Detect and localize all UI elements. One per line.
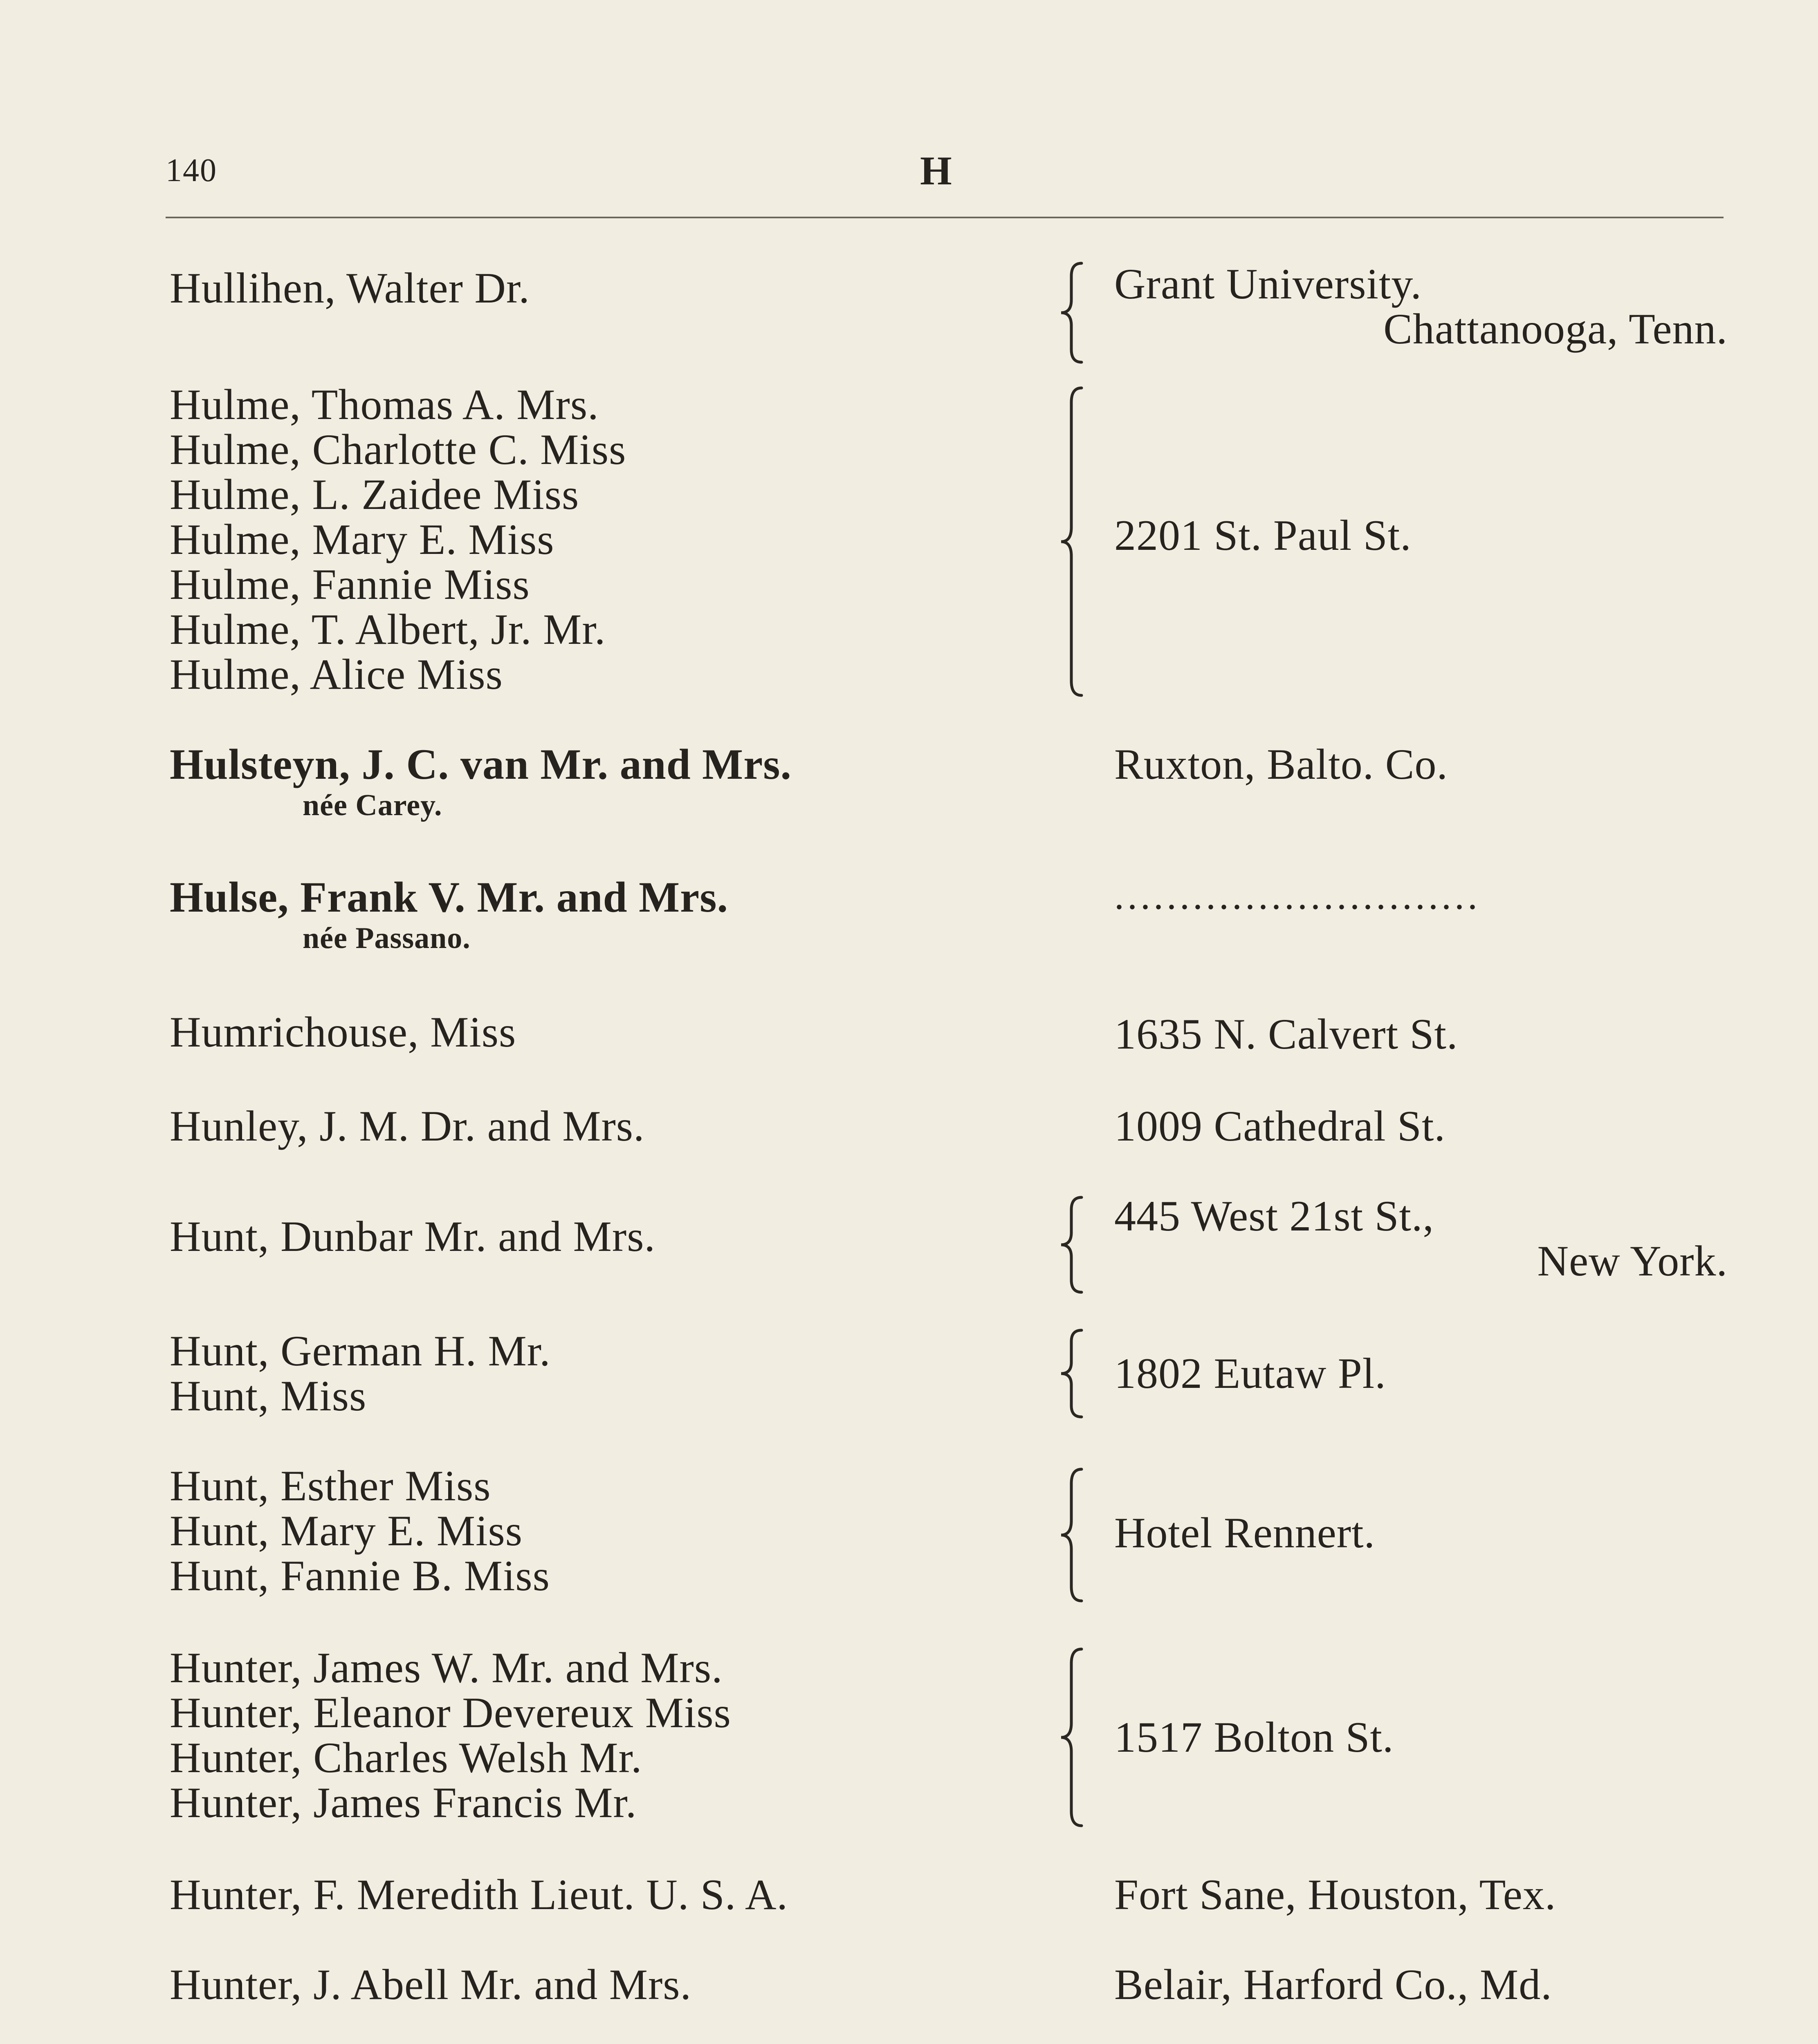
curly-brace-icon	[1051, 386, 1092, 697]
entry-brace	[1051, 1329, 1100, 1419]
entry-address	[1114, 1351, 1728, 1396]
entry-address	[1114, 1194, 1728, 1284]
curly-brace-icon	[1051, 1647, 1092, 1827]
resident-name: Hunter, James W. Mr. and Mrs.	[170, 1644, 723, 1692]
resident-name: Hulme, Thomas A. Mrs.	[170, 381, 599, 428]
resident-name: Hulme, Fannie Miss	[170, 560, 530, 608]
entry-brace	[1051, 1196, 1100, 1294]
curly-brace-icon	[1051, 1329, 1092, 1419]
resident-name: Hulse, Frank V. Mr. and Mrs.	[170, 873, 728, 921]
entry-names	[170, 382, 626, 697]
resident-name: Hulsteyn, J. C. van Mr. and Mrs.	[170, 740, 792, 788]
resident-name: Hulme, Mary E. Miss	[170, 515, 554, 563]
curly-brace-icon	[1051, 262, 1092, 364]
address-line: 1635 N. Calvert St.	[1114, 1010, 1458, 1058]
resident-name: Hulme, Alice Miss	[170, 650, 503, 698]
resident-name: Hulme, T. Albert, Jr. Mr.	[170, 605, 606, 653]
address-line: Ruxton, Balto. Co.	[1114, 740, 1448, 788]
resident-name: Hunter, Eleanor Devereux Miss	[170, 1689, 731, 1737]
resident-name: Humrichouse, Miss	[170, 1008, 516, 1056]
entry-address	[1114, 1962, 1728, 2007]
address-line: 1517 Bolton St.	[1114, 1713, 1394, 1761]
address-line: Hotel Rennert.	[1114, 1509, 1376, 1557]
resident-name: Hunt, Mary E. Miss	[170, 1507, 523, 1555]
address-line: 445 West 21st St.,	[1114, 1192, 1434, 1240]
resident-name: Hunt, Miss	[170, 1372, 367, 1420]
entry-names	[170, 1872, 788, 1917]
resident-name: Hunter, J. Abell Mr. and Mrs.	[170, 1961, 692, 2008]
resident-name: Hullihen, Walter Dr.	[170, 264, 530, 312]
entry-names	[170, 1104, 645, 1149]
entry-names	[170, 1962, 691, 2007]
entry-brace	[1051, 1647, 1100, 1827]
resident-name: Hunt, Fannie B. Miss	[170, 1552, 550, 1600]
entry-brace	[1051, 262, 1100, 364]
address-line: 2201 St. Paul St.	[1114, 511, 1412, 559]
resident-name: Hunt, German H. Mr.	[170, 1327, 551, 1375]
address-line: New York.	[1537, 1237, 1728, 1285]
entry-brace	[1051, 386, 1100, 697]
address-line: 1802 Eutaw Pl.	[1114, 1349, 1386, 1397]
resident-name: Hunter, James Francis Mr.	[170, 1779, 637, 1827]
resident-name: Hunley, J. M. Dr. and Mrs.	[170, 1102, 645, 1150]
entry-names	[170, 1464, 550, 1598]
entry-names	[170, 742, 792, 824]
entry-address	[1114, 1715, 1728, 1760]
address-placeholder-dots: ............................	[1114, 874, 1481, 917]
resident-name: Hunt, Esther Miss	[170, 1462, 491, 1510]
entry-names	[170, 1010, 516, 1055]
entry-address	[1114, 513, 1728, 558]
address-line: Grant University.	[1114, 260, 1422, 308]
address-line: Chattanooga, Tenn.	[1383, 305, 1728, 353]
entry-names	[170, 875, 728, 957]
resident-name: Hulme, Charlotte C. Miss	[170, 426, 626, 473]
page-letter-heading: H	[920, 148, 954, 193]
address-line: Belair, Harford Co., Md.	[1114, 1961, 1552, 2008]
entry-address	[1114, 1012, 1728, 1057]
entry-address	[1114, 1511, 1728, 1555]
entry-names	[170, 1214, 655, 1259]
entry-names	[170, 266, 530, 311]
entry-address	[1114, 1104, 1728, 1149]
resident-name: Hunter, Charles Welsh Mr.	[170, 1734, 642, 1782]
curly-brace-icon	[1051, 1196, 1092, 1294]
entry-address	[1114, 262, 1728, 352]
address-line: 1009 Cathedral St.	[1114, 1102, 1445, 1150]
resident-name: Hunt, Dunbar Mr. and Mrs.	[170, 1213, 655, 1260]
maiden-name-note: née Carey.	[303, 789, 442, 822]
entry-names	[170, 1329, 551, 1419]
entry-names	[170, 1645, 731, 1825]
entry-address	[1114, 742, 1728, 787]
curly-brace-icon	[1051, 1468, 1092, 1602]
maiden-name-note: née Passano.	[303, 921, 471, 955]
address-line: Fort Sane, Houston, Tex.	[1114, 1871, 1556, 1918]
entry-address	[1114, 1872, 1728, 1917]
entry-brace	[1051, 1468, 1100, 1602]
resident-name: Hulme, L. Zaidee Miss	[170, 471, 579, 518]
resident-name: Hunter, F. Meredith Lieut. U. S. A.	[170, 1871, 788, 1918]
page-number: 140	[166, 152, 217, 188]
